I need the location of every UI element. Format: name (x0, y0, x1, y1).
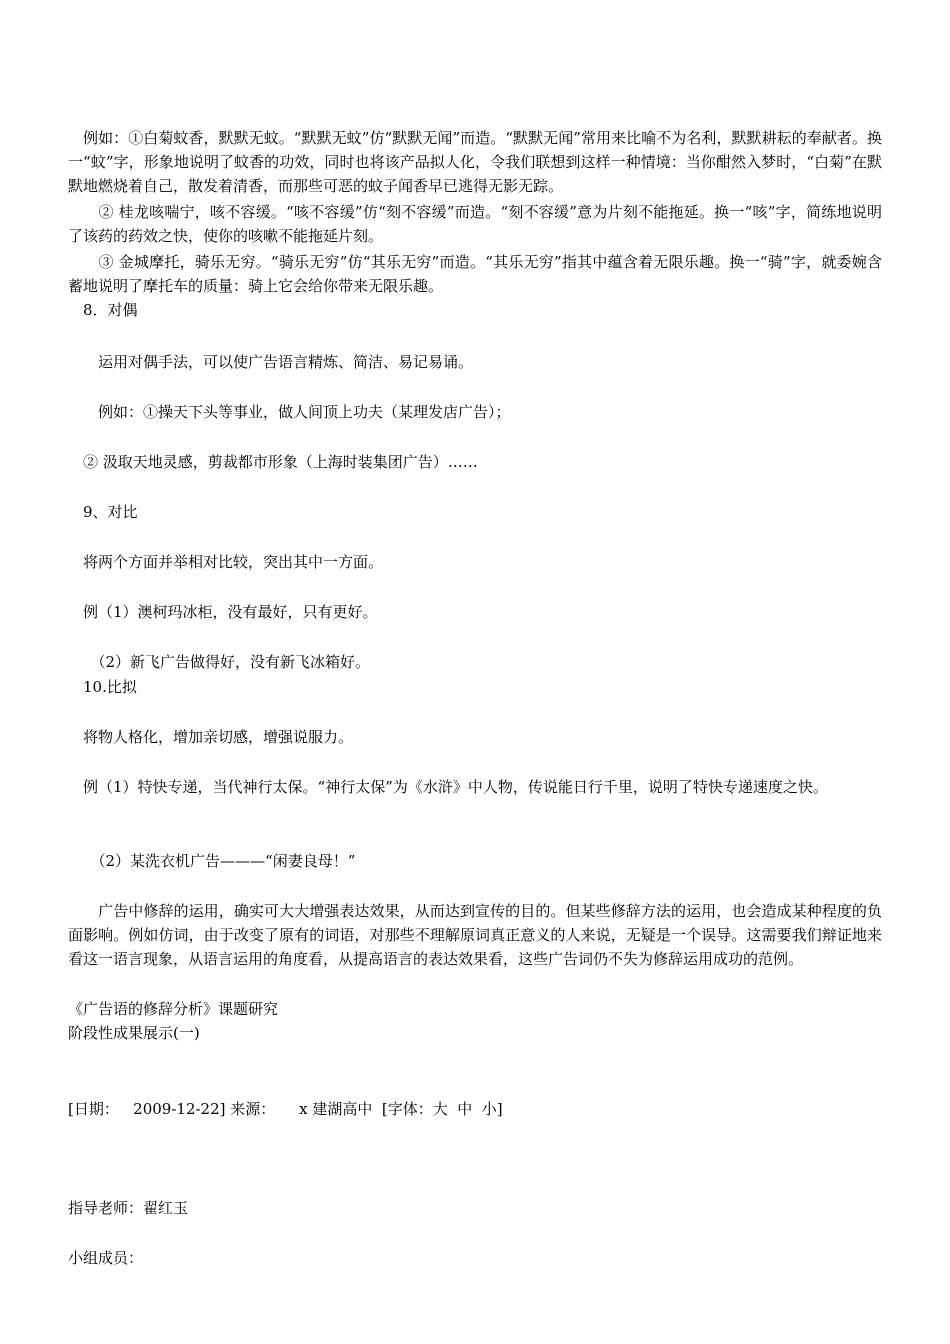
paragraph-example-motorcycle: ③ 金城摩托，骑乐无穷。“骑乐无穷”仿“其乐无穷”而造。“其乐无穷”指其中蕴含着无限乐趣。换一“骑”字，就委婉含蓄地说明了摩托车的质量：骑上它会给你带来无限乐趣。 (68, 253, 882, 295)
research-subtitle: 阶段性成果展示(一) (68, 1024, 200, 1042)
paragraph-contrast-description: 将两个方面并举相对比较，突出其中一方面。 (68, 553, 384, 571)
paragraph-personification-example-1: 例（1）特快专递，当代神行太保。“神行太保”为《水浒》中人物，传说能日行千里，说明了特快专递速度之快。 (68, 778, 828, 796)
paragraph-example-mosquito-coil: 例如：①白菊蚊香，默默无蚊。“默默无蚊”仿“默默无闻”而造。“默默无闻”常用来比喻不为名利，默默耕耘的奉献者。换一“蚊”字，形象地说明了蚊香的功效，同时也将该产品拟人化，令我们联想到这样一种情境：当你酣然入梦时，“白菊”在默默地燃烧着自己，散发着清香，而那些可恶的蚊子闻香早已逃得无影无踪。 (68, 129, 882, 195)
paragraph-duality-example-1: 例如：①操天下头等事业，做人间顶上功夫（某理发店广告）； (68, 403, 511, 421)
group-members-line: 小组成员： (68, 1249, 144, 1267)
paragraph-personification-example-2: （2）某洗衣机广告———“闲妻良母！” (68, 852, 356, 870)
paragraph-duality-example-2: ② 汲取天地灵感，剪裁都市形象（上海时装集团广告）…… (68, 453, 478, 471)
paragraph-contrast-example-2: （2）新飞广告做得好，没有新飞冰箱好。 (68, 653, 371, 671)
paragraph-contrast-example-1: 例（1）澳柯玛冰柜，没有最好，只有更好。 (68, 603, 378, 621)
advisor-line: 指导老师：翟红玉 (68, 1199, 189, 1217)
article-meta: [日期： 2009-12-22] 来源： x 建湖高中 [字体：大 中 小] (68, 1100, 503, 1118)
research-title: 《广告语的修辞分析》课题研究 (68, 1000, 279, 1018)
section-heading-personification: 10.比拟 (68, 678, 137, 696)
paragraph-example-cough-medicine: ② 桂龙咳喘宁，咳不容缓。“咳不容缓”仿“刻不容缓”而造。“刻不容缓”意为片刻不能拖延。换一“咳”字，简练地说明了该药的药效之快，使你的咳嗽不能拖延片刻。 (68, 203, 882, 245)
paragraph-duality-description: 运用对偶手法，可以使广告语言精炼、简洁、易记易诵。 (68, 353, 474, 371)
section-heading-duality: 8．对偶 (68, 301, 138, 319)
section-heading-contrast: 9、对比 (68, 503, 138, 521)
paragraph-conclusion: 广告中修辞的运用，确实可大大增强表达效果，从而达到宣传的目的。但某些修辞方法的运用，也会造成某种程度的负面影响。例如仿词，由于改变了原有的词语，对那些不理解原词真正意义的人来说，无疑是一个误导。这需要我们辩证地来看这一语言现象，从语言运用的角度看，从提高语言的表达效果看，这些广告词仍不失为修辞运用成功的范例。 (68, 902, 882, 968)
paragraph-personification-description: 将物人格化，增加亲切感，增强说服力。 (68, 728, 354, 746)
